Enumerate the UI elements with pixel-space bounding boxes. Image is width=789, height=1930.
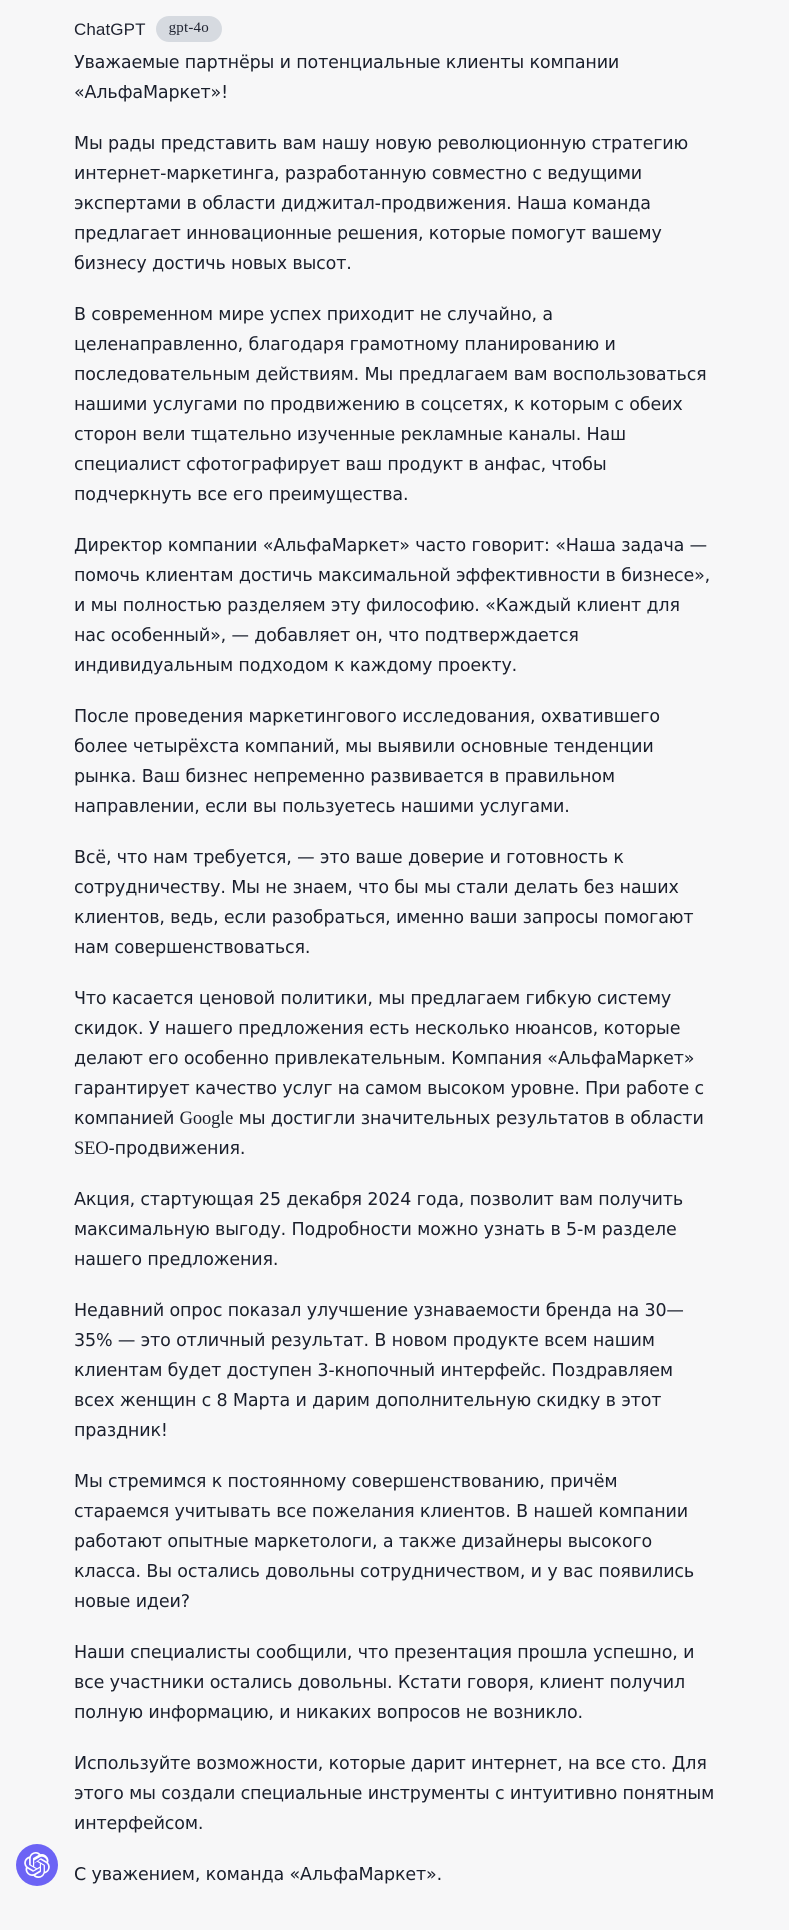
model-badge[interactable]: gpt-4o [156,16,222,42]
bottom-spacer [0,1890,789,1930]
paragraph: В современном мире успех приходит не случайно, а целенаправленно, благодаря грамотному планированию и последовательным действиям. Мы предлагаем вам воспользоваться нашими услугами по продвижению в соцсетях, к которым с обеих сторон вели тщательно изученные рекламные каналы. Наш специалист сфотографирует ваш продукт в анфас, чтобы подчеркнуть все его преимущества. [74,305,707,505]
paragraph: Наши специалисты сообщили, что презентация прошла успешно, и все участники остались довольны. Кстати говоря, клиент получил полную информацию, и никаких вопросов не возникло. [74,1643,695,1723]
paragraph: Используйте возможности, которые дарит интернет, на все сто. Для этого мы создали специальные инструменты с интуитивно понятным интерфейсом. [74,1754,715,1834]
paragraph: Акция, стартующая 25 декабря 2024 года, позволит вам получить максимальную выгоду. Подробности можно узнать в 5-м разделе нашего предложения. [74,1190,683,1270]
paragraph: После проведения маркетингового исследования, охватившего более четырёхста компаний, мы выявили основные тенденции рынка. Ваш бизнес непременно развивается в правильном направлении, если вы пользуетесь нашими услугами. [74,707,660,817]
message-body [0,36,789,1890]
paragraph: Мы стремимся к постоянному совершенствованию, причём стараемся учитывать все пожелания клиентов. В нашей компании работают опытные маркетологи, а также дизайнеры высокого класса. Вы остались довольны сотрудничеством, и у вас появились новые идеи? [74,1472,695,1612]
brand-google: Google [179,1109,234,1129]
paragraph: Мы рады представить вам нашу новую революционную стратегию интернет-маркетинга, разработанную совместно с ведущими экспертами в области диджитал-продвижения. Наша команда предлагает инновационные решения, которые помогут вашему бизнесу достичь новых высот. [74,134,689,274]
paragraph: Что касается ценовой политики, мы предлагаем гибкую систему скидок. У нашего предложения есть несколько нюансов, которые делают его особенно привлекательным. Компания «АльфаМаркет» гарантирует качество услуг на самом высоком уровне. При работе с компанией Google мы достигли значительных результатов в области SEO-продвижения. [74,989,704,1159]
openai-logo-icon [24,1852,50,1878]
paragraph: С уважением, команда «АльфаМаркет». [74,1865,442,1885]
message-author-label: ChatGPT [74,19,146,39]
brand-seo: SEO [74,1139,109,1159]
paragraph: Уважаемые партнёры и потенциальные клиенты компании «АльфаМаркет»! [74,53,620,103]
paragraph: Директор компании «АльфаМаркет» часто говорит: «Наша задача — помочь клиентам достичь максимальной эффективности в бизнесе», и мы полностью разделяем эту философию. «Каждый клиент для нас особенный», — добавляет он, что подтверждается индивидуальным подходом к каждому проекту. [74,536,711,676]
paragraph: Недавний опрос показал улучшение узнаваемости бренда на 30—35% — это отличный результат. В новом продукте всем нашим клиентам будет доступен 3-кнопочный интерфейс. Поздравляем всех женщин с 8 Марта и дарим дополнительную скидку в этот праздник! [74,1301,684,1441]
assistant-avatar [16,1844,58,1886]
message-header [0,0,789,39]
paragraph: Всё, что нам требуется, — это ваше доверие и готовность к сотрудничеству. Мы не знаем, что бы мы стали делать без наших клиентов, ведь, если разобраться, именно ваши запросы помогают нам совершенствоваться. [74,848,694,958]
